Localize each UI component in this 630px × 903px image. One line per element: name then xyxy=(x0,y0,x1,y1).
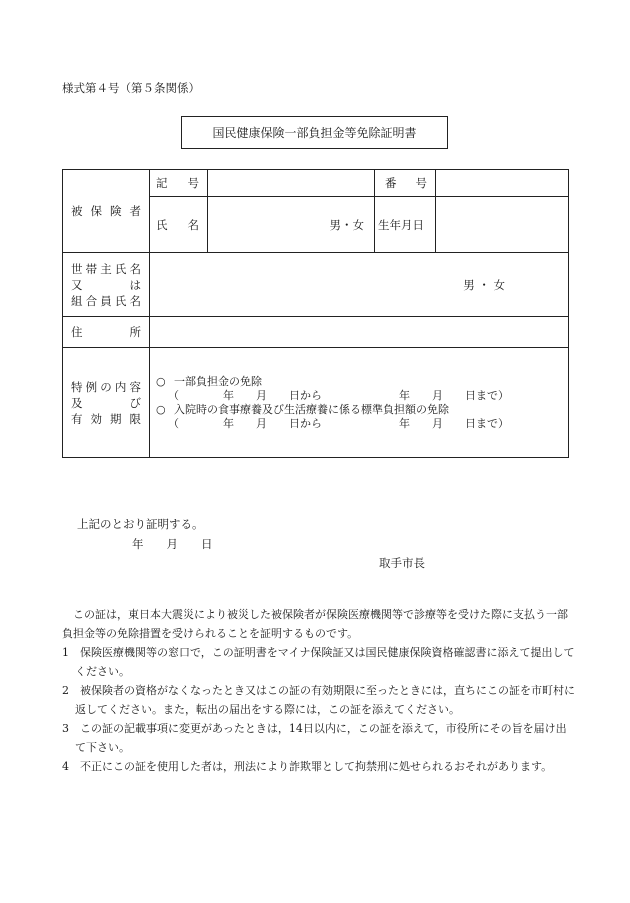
household-label-cell xyxy=(63,253,150,317)
symbol-label: 記 号 xyxy=(156,176,199,190)
household-label-line-1: 世 帯 主 氏 名 xyxy=(71,261,141,276)
special-label-line-3: 有 効 期 限 xyxy=(71,411,141,426)
form-number: 様式第４号（第５条関係） xyxy=(62,81,200,95)
household-label-line-3: 組 合 員 氏 名 xyxy=(71,293,141,308)
checkbox-circle-icon[interactable]: ○ xyxy=(156,402,166,416)
special-label-line-2: 及 び xyxy=(71,395,141,410)
birthdate-value[interactable] xyxy=(436,197,569,253)
insured-label-cell xyxy=(63,170,150,253)
insured-label: 被 保 険 者 xyxy=(71,204,141,218)
address-label: 住 所 xyxy=(71,325,141,339)
household-label-line-2: 又 は xyxy=(71,277,141,292)
special-item-1-period: （ 年 月 日から 年 月 日まで） xyxy=(168,388,509,402)
special-label-line-1: 特 例 の 内 容 xyxy=(71,379,141,394)
address-label-cell xyxy=(63,317,150,348)
household-value-cell[interactable] xyxy=(150,253,569,317)
special-item-1[interactable] xyxy=(156,375,568,389)
name-label-cell xyxy=(150,197,208,253)
date-line: 年 月 日 xyxy=(132,537,213,551)
notes-section xyxy=(62,605,577,776)
special-item-2-period: （ 年 月 日から 年 月 日まで） xyxy=(168,416,509,430)
sex-choice[interactable]: 男・女 xyxy=(329,217,364,232)
issuer: 取手市長 xyxy=(379,556,425,570)
document-title-box xyxy=(181,116,448,149)
address-value[interactable] xyxy=(150,317,569,348)
birthdate-label-cell xyxy=(375,197,436,253)
notes-intro: この証は，東日本大震災により被災した被保険者が保険医療機関等で診療等を受けた際に支払う一部負担金等の免除措置を受けられることを証明するものです。 xyxy=(62,608,568,640)
special-item-2[interactable] xyxy=(156,403,568,417)
special-item-2-text: 入院時の食事療養及び生活療養に係る標準負担額の免除 xyxy=(174,402,449,416)
symbol-value[interactable] xyxy=(208,170,375,197)
note-item: 4 不正にこの証を使用した者は，刑法により詐欺罪として拘禁刑に処せられるおそれがあります。 xyxy=(62,760,553,773)
birthdate-label: 生年月日 xyxy=(378,217,424,232)
symbol-label-cell xyxy=(150,170,208,197)
special-content-cell xyxy=(150,348,569,458)
special-item-1-text: 一部負担金の免除 xyxy=(174,374,262,388)
household-sex-choice[interactable]: 男 ・ 女 xyxy=(463,277,505,292)
checkbox-circle-icon[interactable]: ○ xyxy=(156,374,166,388)
note-item: 2 被保険者の資格がなくなったとき又はこの証の有効期限に至ったときには，直ちにこの証を市町村に返してください。また，転出の届出をする際には，この証を添えてください。 xyxy=(62,684,575,716)
name-value-cell[interactable] xyxy=(208,197,375,253)
number-label-cell xyxy=(375,170,436,197)
number-value[interactable] xyxy=(436,170,569,197)
number-label: 番 号 xyxy=(385,176,427,190)
name-label: 氏 名 xyxy=(156,217,199,232)
special-label-cell xyxy=(63,348,150,458)
note-item: 1 保険医療機関等の窓口で，この証明書をマイナ保険証又は国民健康保険資格確認書に添えて提出してください。 xyxy=(62,646,575,678)
certification-statement: 上記のとおり証明する。 xyxy=(77,517,204,531)
note-item: 3 この証の記載事項に変更があったときは，14日以内に，この証を添えて，市役所にその旨を届け出て下さい。 xyxy=(62,722,567,754)
document-title: 国民健康保険一部負担金等免除証明書 xyxy=(212,126,417,140)
certificate-table xyxy=(62,169,569,458)
